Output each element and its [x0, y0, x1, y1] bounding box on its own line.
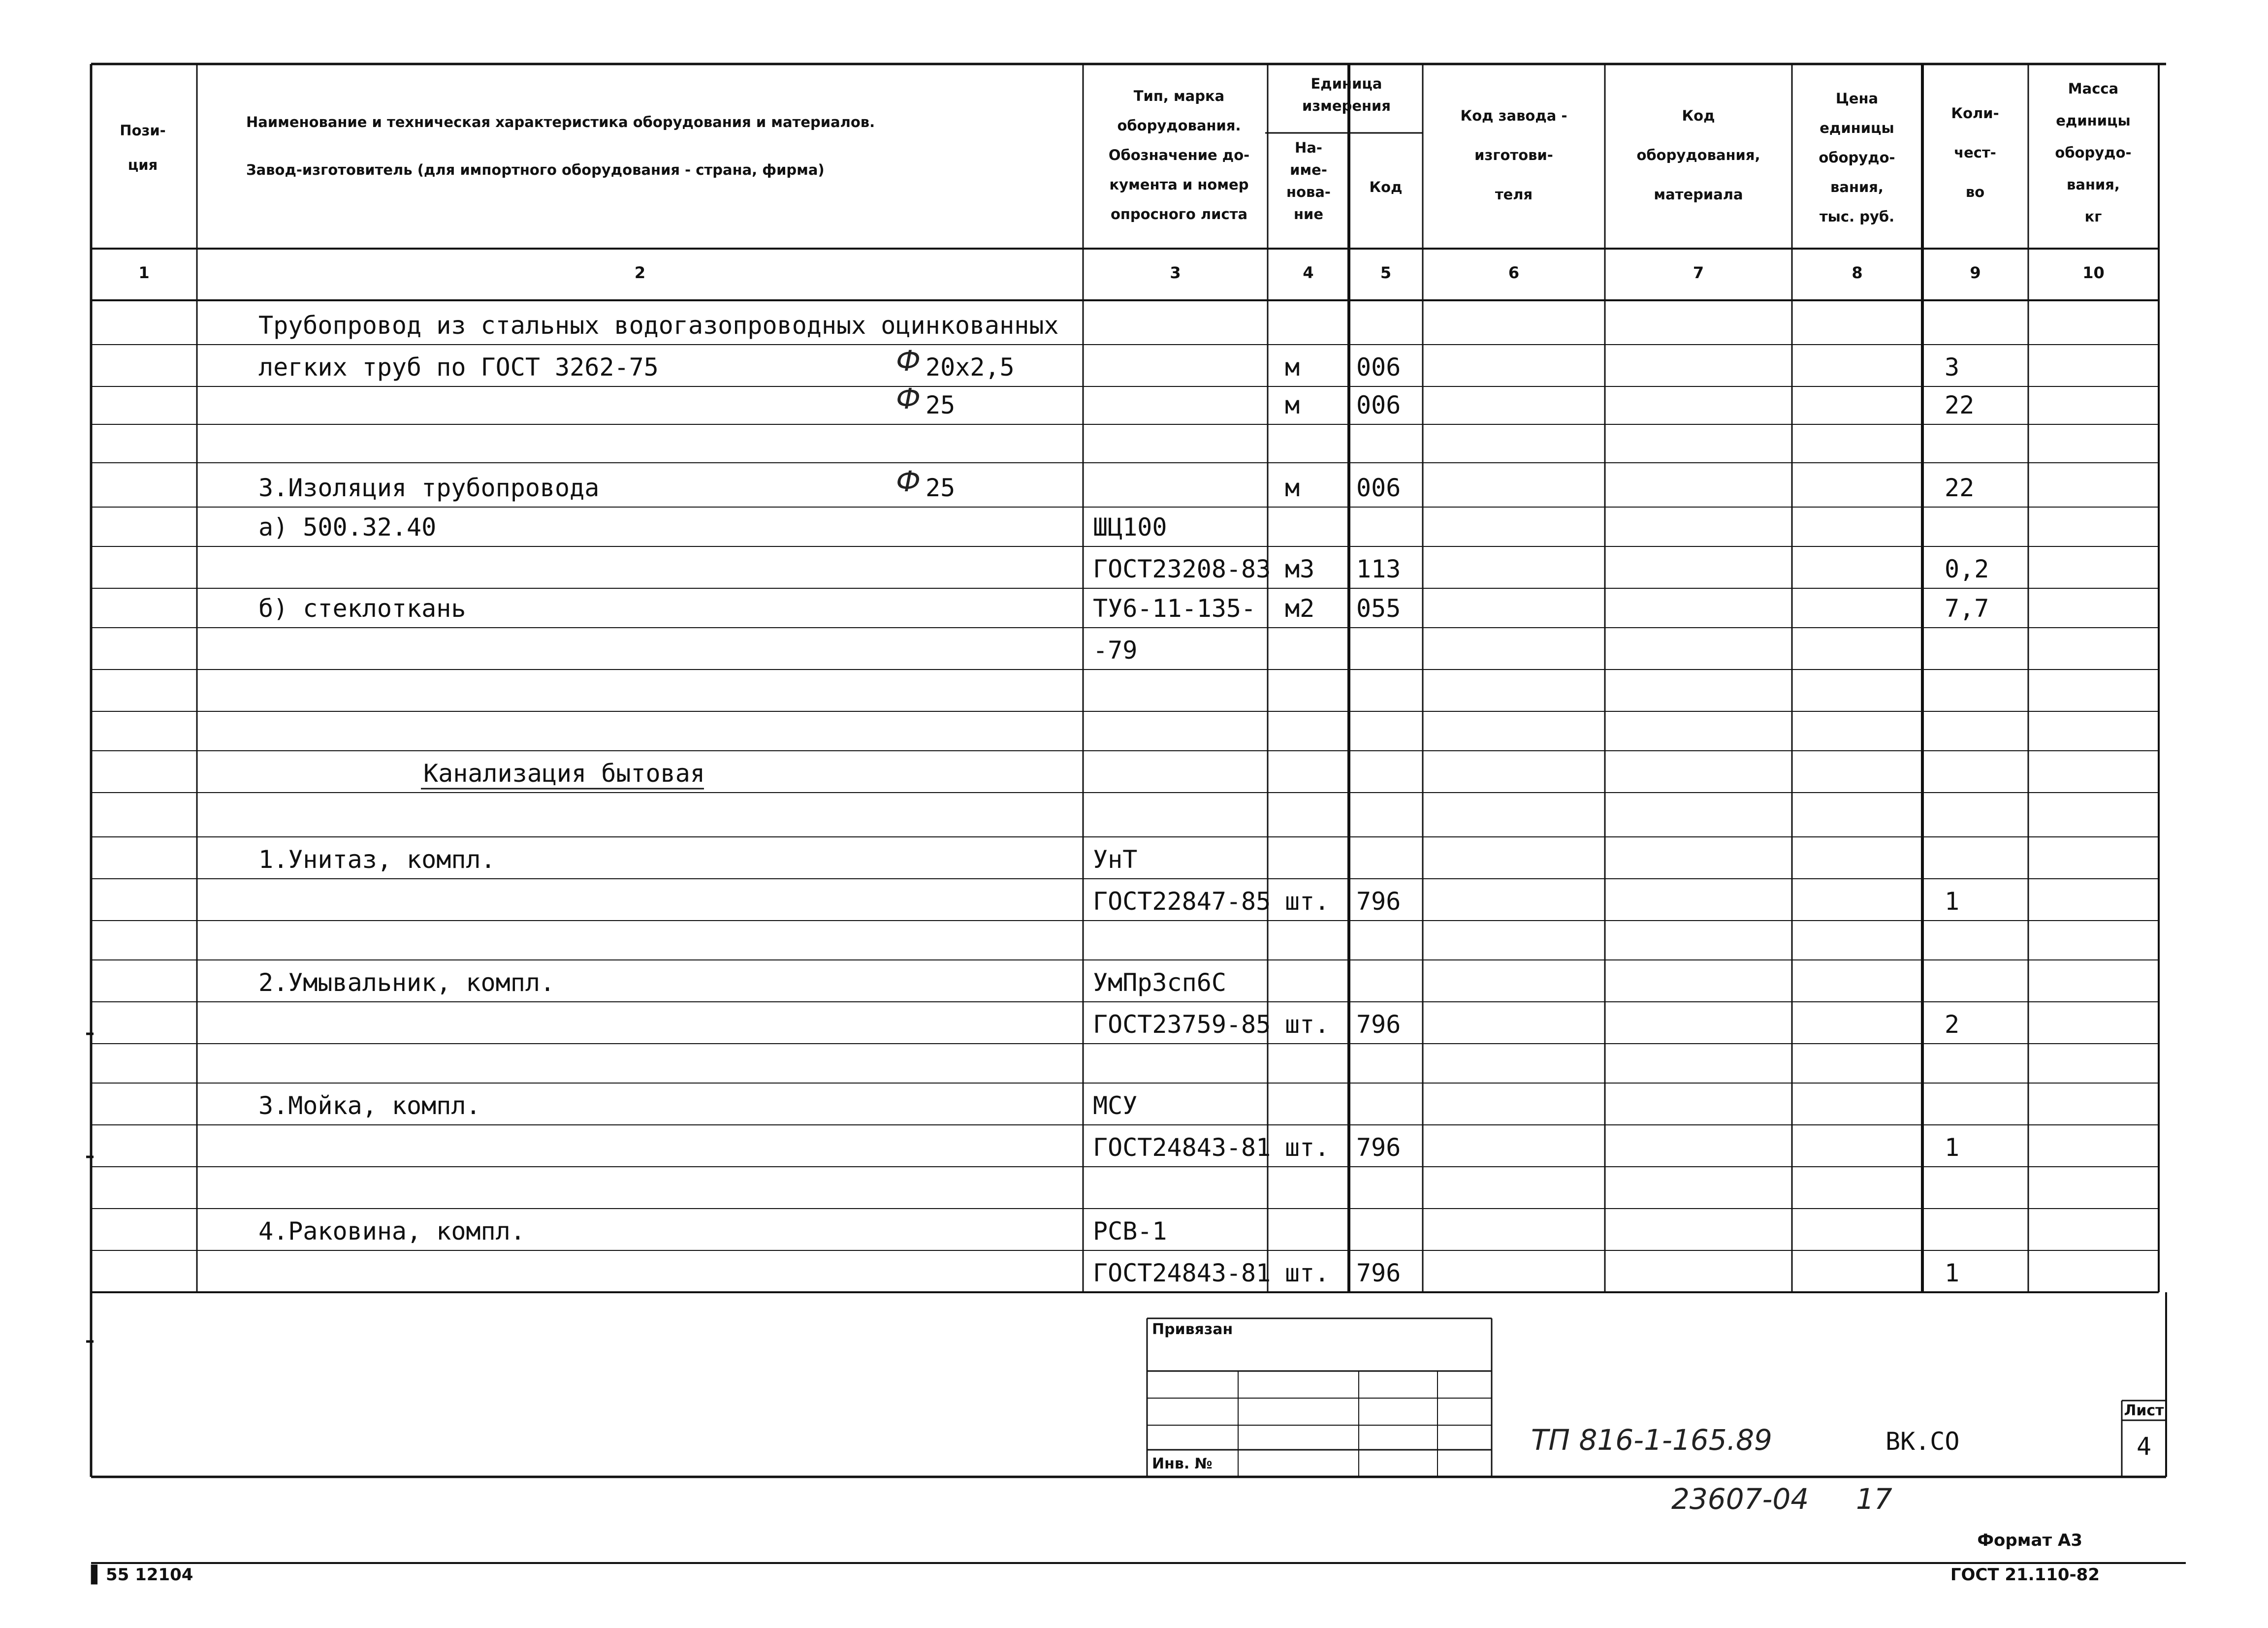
document-section: ВК.СО: [1885, 1427, 1960, 1456]
header-factory-code: теля: [1495, 186, 1533, 203]
row-type: УмПр3сп6С: [1093, 968, 1226, 997]
sheet-number: 4: [2136, 1432, 2152, 1461]
header-position: Пози-: [120, 122, 166, 139]
row-type: РСВ-1: [1093, 1217, 1167, 1245]
column-number: 8: [1852, 263, 1863, 282]
header-type: Тип, марка: [1133, 88, 1225, 104]
row-unit: шт.: [1285, 887, 1330, 916]
header-price: оборудо-: [1819, 149, 1895, 166]
row-type: УнТ: [1093, 845, 1138, 874]
row-quantity: 1: [1945, 1259, 1960, 1287]
row-quantity: 1: [1945, 1133, 1960, 1162]
header-equipment-code: оборудования,: [1636, 147, 1760, 163]
header-type: кумента и номер: [1109, 176, 1249, 193]
row-type: ГОСТ24843-81: [1093, 1259, 1271, 1287]
row-unit: шт.: [1285, 1259, 1330, 1287]
row-name: Трубопровод из стальных водогазопроводных оцинкованных: [258, 311, 1059, 340]
column-number: 4: [1303, 263, 1314, 282]
row-unit-code: 006: [1356, 353, 1401, 382]
row-type: МСУ: [1093, 1091, 1138, 1120]
header-unit-name: ние: [1293, 206, 1324, 223]
stamp-privyazan: Привязан: [1152, 1321, 1233, 1338]
row-unit-code: 113: [1356, 555, 1401, 583]
header-unit-name: На-: [1295, 139, 1322, 156]
row-unit-code: 796: [1356, 1133, 1401, 1162]
header-quantity: Коли-: [1951, 105, 1999, 122]
header-type: Обозначение до-: [1108, 147, 1250, 163]
row-name: 2.Умывальник, компл.: [258, 968, 555, 997]
document-code: ТП 816-1-165.89: [1531, 1423, 1772, 1457]
handwritten-number: 23607-04: [1671, 1482, 1809, 1516]
row-type: ГОСТ22847-85: [1093, 887, 1271, 916]
diameter-symbol: Ф: [896, 465, 921, 498]
row-quantity: 7,7: [1945, 594, 1989, 623]
row-type: ГОСТ23759-85: [1093, 1010, 1271, 1039]
row-name: 4.Раковина, компл.: [258, 1217, 525, 1245]
row-name: а) 500.32.40: [258, 513, 437, 542]
row-unit-code: 006: [1356, 474, 1401, 502]
header-unit-name: нова-: [1286, 184, 1331, 200]
header-mass: единицы: [2056, 112, 2131, 129]
header-equipment-code: Код: [1682, 107, 1715, 124]
row-quantity: 3: [1945, 353, 1960, 382]
column-number: 10: [2082, 263, 2105, 282]
header-mass: кг: [2084, 208, 2102, 225]
row-quantity: 22: [1945, 474, 1975, 502]
gost-label: ГОСТ 21.110-82: [1950, 1565, 2100, 1585]
row-quantity: 0,2: [1945, 555, 1989, 583]
header-unit: Единица: [1310, 75, 1382, 92]
column-number: 6: [1508, 263, 1520, 282]
row-type: ШЦ100: [1093, 513, 1167, 542]
row-name: б) стеклоткань: [258, 594, 466, 623]
row-name: легких труб по ГОСТ 3262-75: [258, 353, 659, 382]
row-quantity: 22: [1945, 391, 1975, 419]
header-price: тыс. руб.: [1819, 208, 1895, 225]
row-unit-code: 006: [1356, 391, 1401, 419]
header-mass: оборудо-: [2055, 144, 2132, 161]
format-label: Формат А3: [1977, 1531, 2082, 1550]
column-number: 5: [1380, 263, 1392, 282]
header-price: единицы: [1820, 120, 1894, 136]
sheet-label: Лист: [2124, 1402, 2164, 1419]
header-name-line1: Наименование и техническая характеристика оборудования и материалов.: [246, 114, 875, 130]
header-name-line2: Завод-изготовитель (для импортного оборудования - страна, фирма): [246, 161, 825, 178]
header-price: Цена: [1835, 90, 1879, 107]
header-price: вания,: [1830, 179, 1884, 195]
row-unit: м: [1285, 474, 1300, 502]
row-type: ГОСТ23208-83: [1093, 555, 1271, 583]
row-unit-code: 055: [1356, 594, 1401, 623]
row-name: 3.Изоляция трубопровода: [258, 474, 600, 502]
column-number: 1: [138, 263, 150, 282]
row-unit: шт.: [1285, 1133, 1330, 1162]
row-unit-code: 796: [1356, 1010, 1401, 1039]
header-quantity: чест-: [1954, 144, 1996, 161]
header-position: ция: [128, 157, 158, 173]
handwritten-number: 17: [1856, 1482, 1892, 1516]
row-unit: м2: [1285, 594, 1315, 623]
column-number: 9: [1970, 263, 1981, 282]
header-factory-code: изготови-: [1474, 147, 1553, 163]
row-quantity: 2: [1945, 1010, 1960, 1039]
section-heading: Канализация бытовая: [423, 759, 705, 788]
column-number: 2: [634, 263, 646, 282]
row-quantity: 1: [1945, 887, 1960, 916]
header-type: опросного листа: [1110, 206, 1248, 223]
stamp-inventory: Инв. №: [1152, 1455, 1213, 1472]
header-mass: Масса: [2068, 80, 2119, 97]
row-name: 1.Унитаз, компл.: [258, 845, 496, 874]
row-type: ТУ6-11-135-: [1093, 594, 1256, 623]
row-unit: м: [1285, 391, 1300, 419]
header-equipment-code: материала: [1654, 186, 1743, 203]
header-type: оборудования.: [1117, 117, 1241, 134]
footer-left-code: 55 12104: [106, 1565, 193, 1585]
row-unit-code: 796: [1356, 1259, 1401, 1287]
row-unit: шт.: [1285, 1010, 1330, 1039]
row-unit: м3: [1285, 555, 1315, 583]
column-number: 7: [1693, 263, 1704, 282]
row-dimension: 25: [926, 391, 956, 419]
row-type: ГОСТ24843-81: [1093, 1133, 1271, 1162]
diameter-symbol: Ф: [896, 344, 921, 378]
header-factory-code: Код завода -: [1460, 107, 1567, 124]
header-unit-code: Код: [1369, 179, 1403, 195]
row-dimension: 20х2,5: [926, 353, 1015, 382]
header-unit-name: име-: [1290, 161, 1327, 178]
header-quantity: во: [1965, 184, 1985, 200]
row-unit: м: [1285, 353, 1300, 382]
row-unit-code: 796: [1356, 887, 1401, 916]
diameter-symbol: Ф: [896, 382, 921, 415]
row-dimension: 25: [926, 474, 956, 502]
column-number: 3: [1170, 263, 1181, 282]
footer-mark: ▌: [91, 1565, 104, 1585]
row-type: -79: [1093, 636, 1138, 665]
row-name: 3.Мойка, компл.: [258, 1091, 481, 1120]
header-mass: вания,: [2067, 176, 2120, 193]
header-unit: измерения: [1302, 97, 1391, 114]
